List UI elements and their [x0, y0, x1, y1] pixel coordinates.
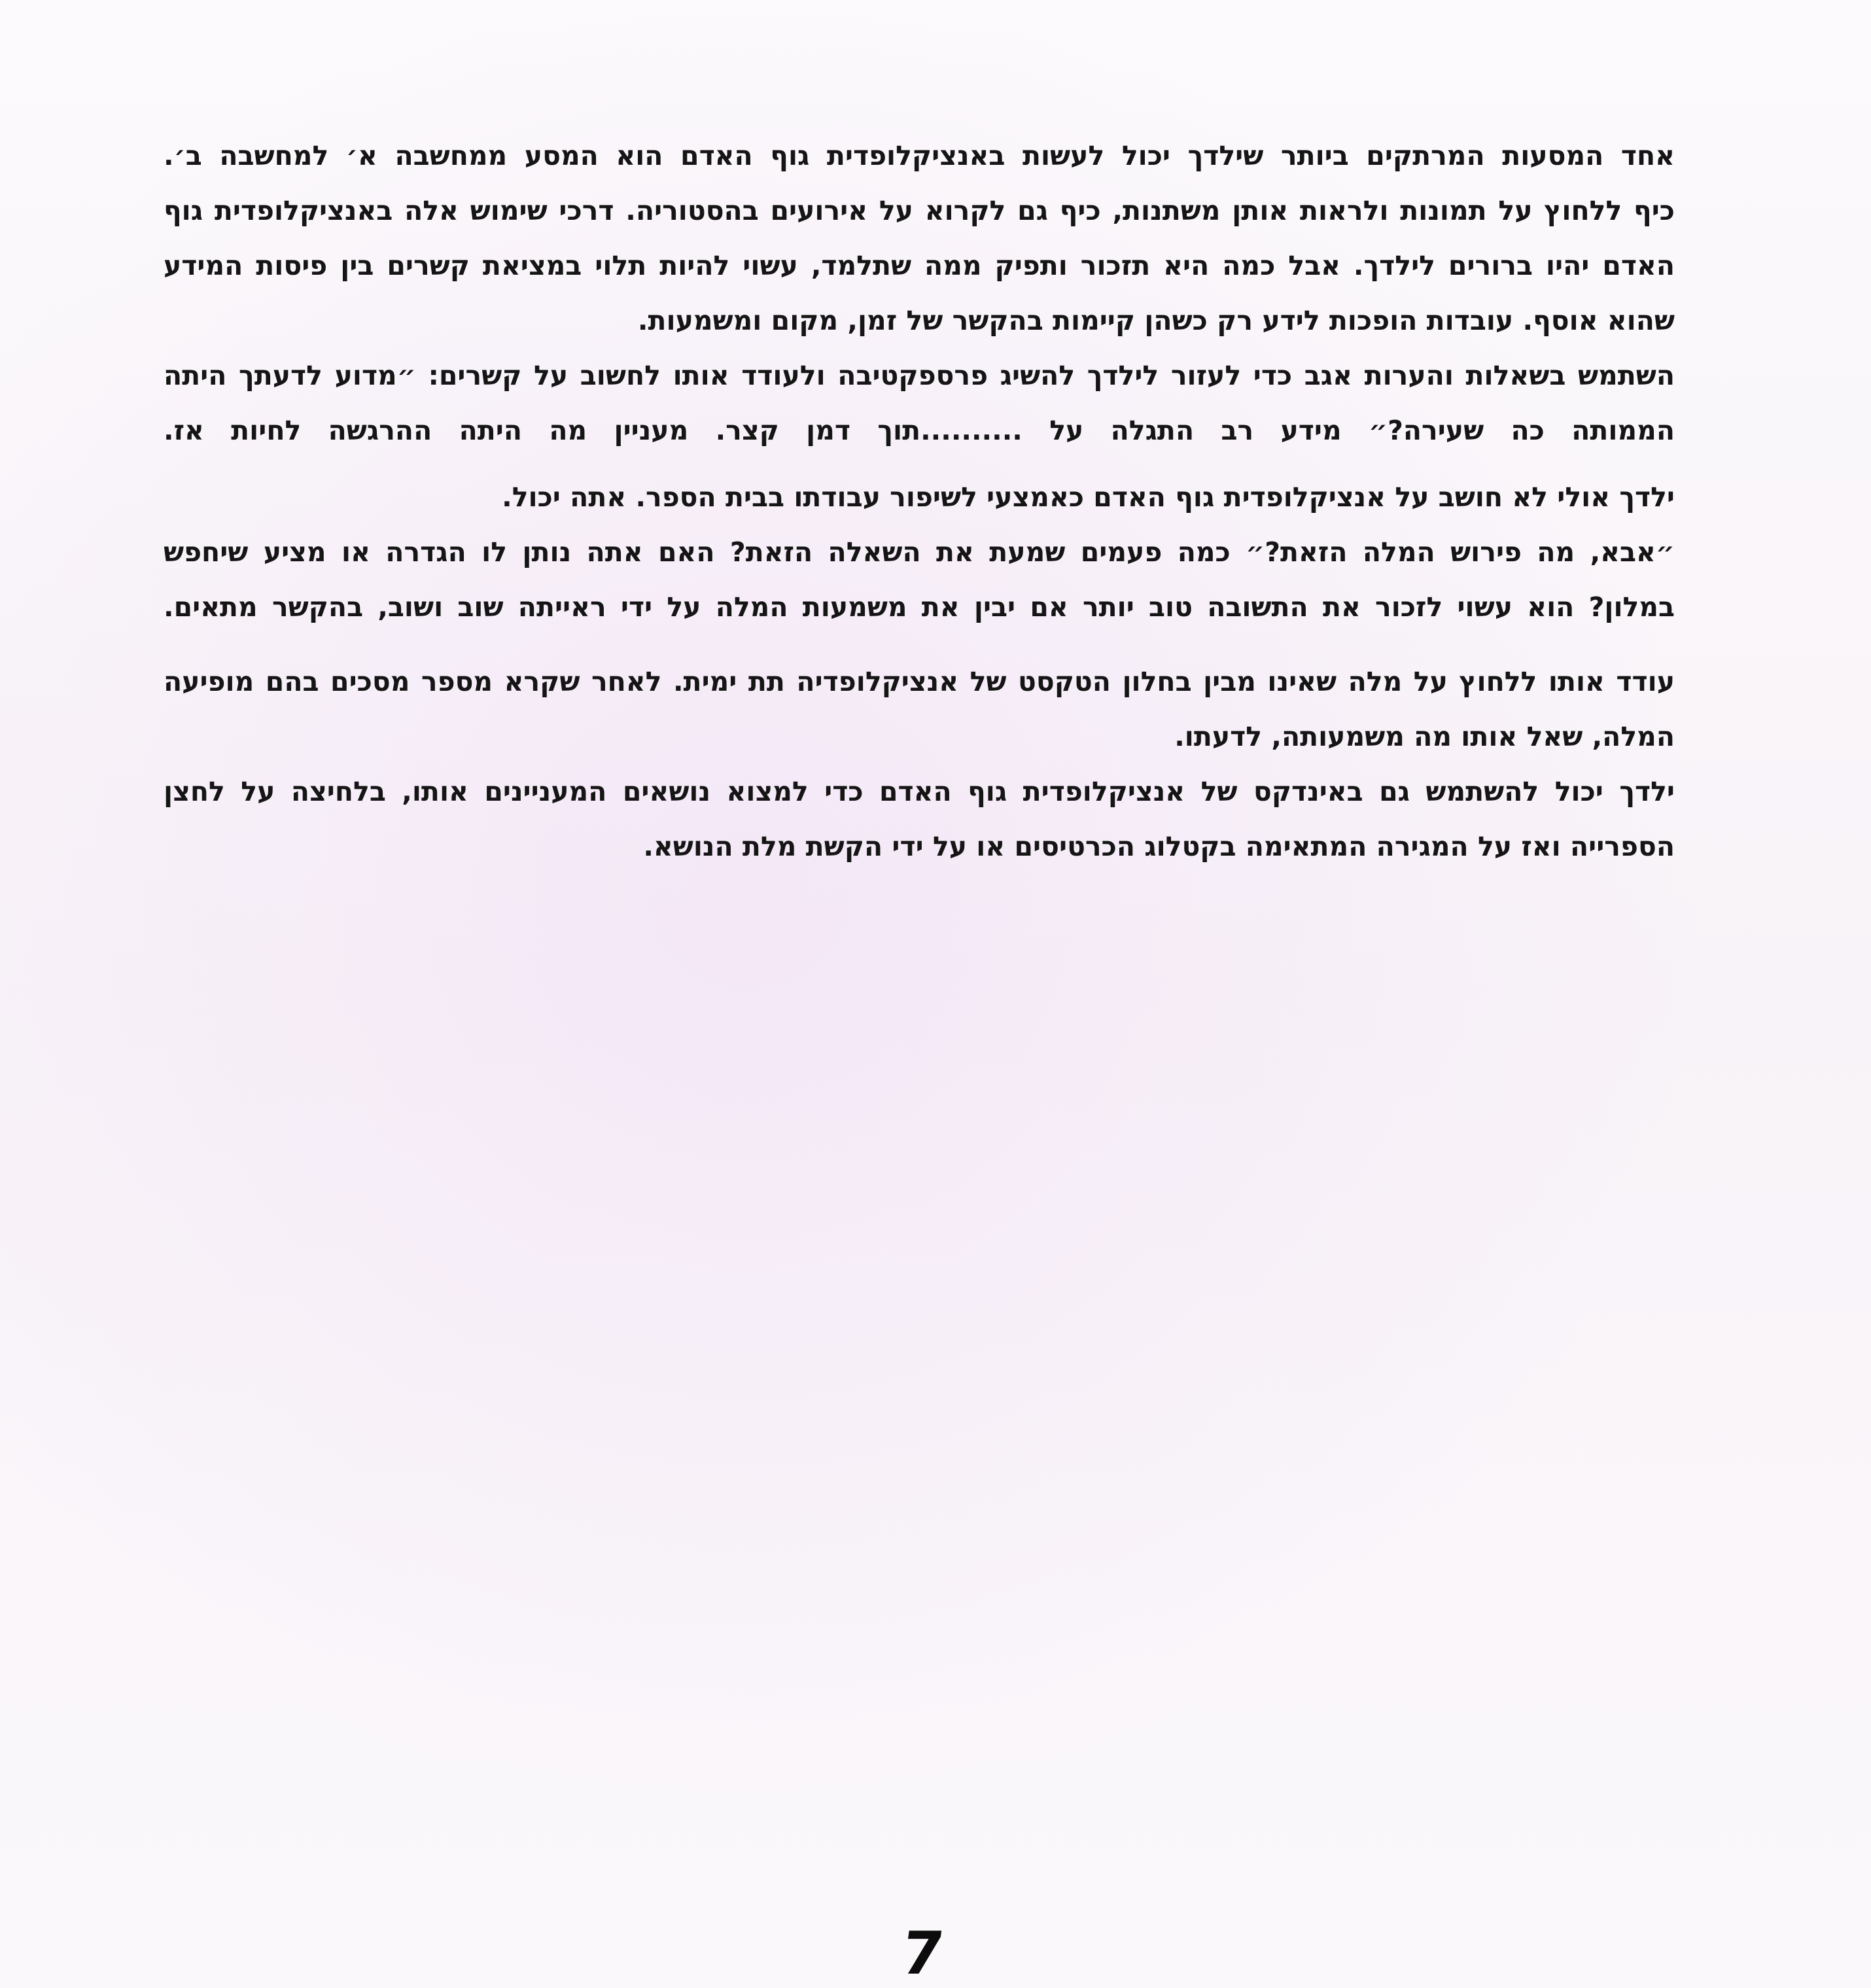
text-line: הממותה כה שעירה?״ מידע רב התגלה על ..........תוך דמן קצר. מעניין מה היתה ההרגשה לחיות אז. [164, 415, 1675, 446]
paragraph-1 [164, 128, 1675, 458]
text-line: כיף ללחוץ על תמונות ולראות אותן משתנות, כיף גם לקרוא על אירועים בהסטוריה. דרכי שימוש אלה באנציקלופדית גוף [164, 195, 1675, 226]
page-number: 7 [897, 1919, 948, 1988]
text-line: עודד אותו ללחוץ על מלה שאינו מבין בחלון הטקסט של אנציקלופדיה תת ימית. לאחר שקרא מספר מסכים בהם מופיעה [164, 666, 1675, 697]
text-line: שהוא אוסף. עובדות הופכות לידע רק כשהן קיימות בהקשר של זמן, מקום ומשמעות. [637, 305, 1675, 336]
text-line: ילדך יכול להשתמש גם באינדקס של אנציקלופדית גוף האדם כדי למצוא נושאים המעניינים אותו, בלחיצה על לחצן [164, 776, 1675, 807]
text-line: ״אבא, מה פירוש המלה הזאת?״ כמה פעמים שמעת את השאלה הזאת? האם אתה נותן לו הגדרה או מציע שיחפש [164, 536, 1675, 568]
text-line: אחד המסעות המרתקים ביותר שילדך יכול לעשות באנציקלופדית גוף האדם הוא המסע ממחשבה א׳ למחשבה ב׳. [164, 140, 1675, 171]
text-line: השתמש בשאלות והערות אגב כדי לעזור לילדך להשיג פרספקטיבה ולעודד אותו לחשוב על קשרים: ״מדוע לדעתך היתה [164, 360, 1675, 391]
text-line: הספרייה ואז על המגירה המתאימה בקטלוג הכרטיסים או על ידי הקשת מלת הנושא. [643, 831, 1675, 862]
text-line: האדם יהיו ברורים לילדך. אבל כמה היא תזכור ותפיק ממה שתלמד, עשוי להיות תלוי במציאת קשרים בין פיסות המידע [164, 250, 1675, 281]
text-line: ילדך אולי לא חושב על אנציקלופדית גוף האדם כאמצעי לשיפור עבודתו בבית הספר. אתה יכול. [502, 481, 1675, 513]
paragraph-3 [164, 654, 1675, 874]
paragraph-2 [164, 470, 1675, 635]
text-line: במלון? הוא עשוי לזכור את התשובה טוב יותר אם יבין את משמעות המלה על ידי ראייתה שוב ושוב, בהקשר מתאים. [164, 591, 1675, 623]
text-line: המלה, שאל אותו מה משמעותה, לדעתו. [1174, 721, 1675, 752]
